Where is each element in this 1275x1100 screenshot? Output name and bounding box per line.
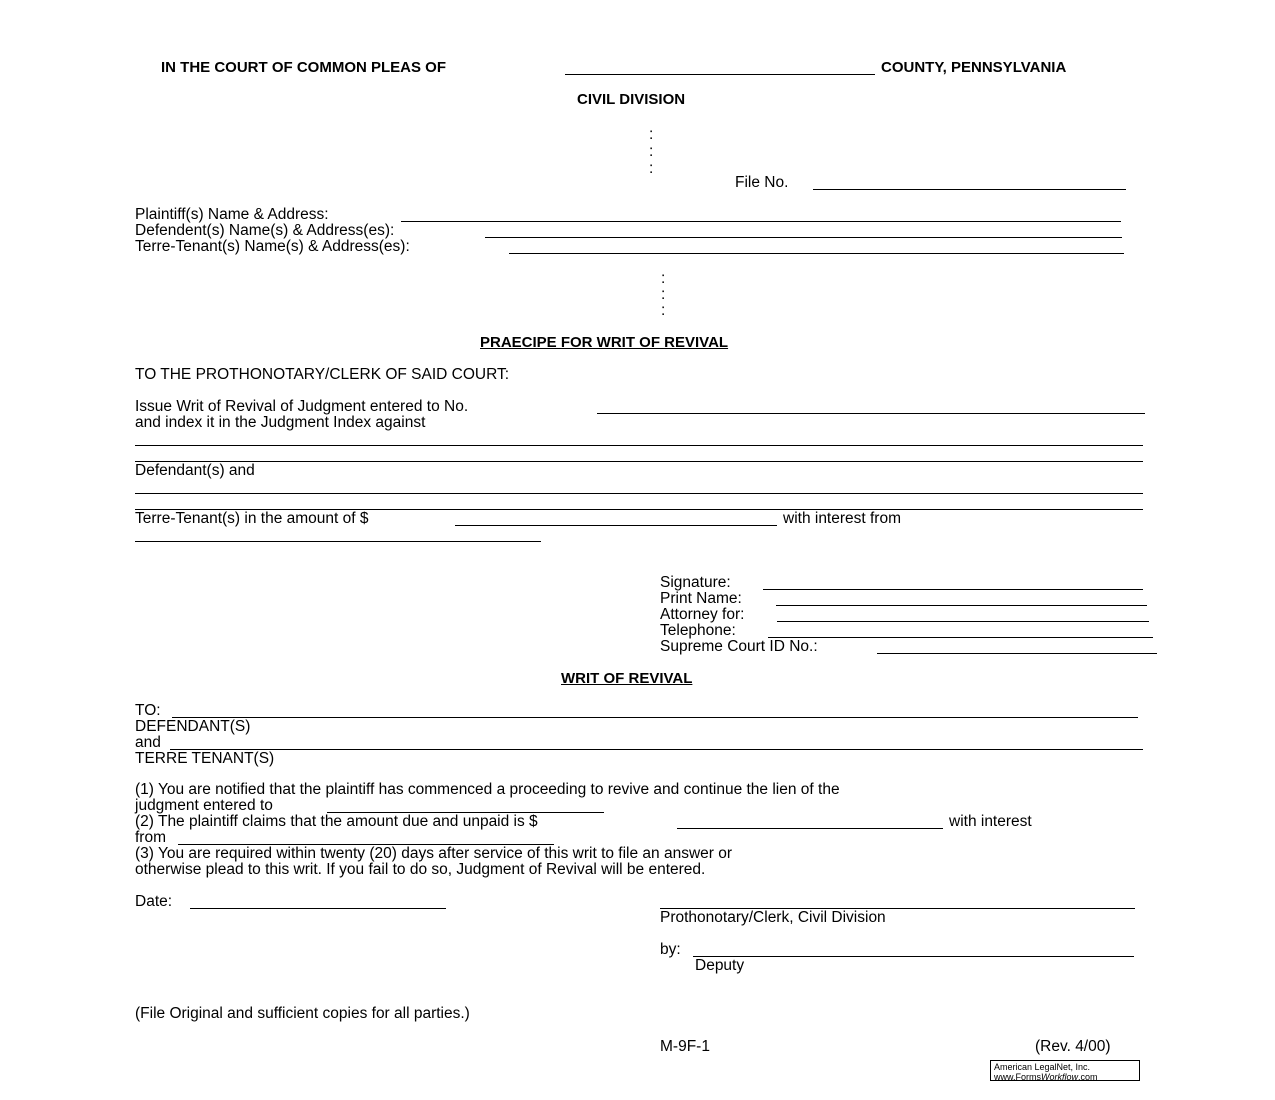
terre-blank-1[interactable] <box>135 493 1143 494</box>
defendants-and-label: Defendant(s) and <box>135 462 255 479</box>
file-no-blank[interactable] <box>813 189 1126 190</box>
index-line: and index it in the Judgment Index against <box>135 414 426 431</box>
terre-tenant-blank[interactable] <box>509 253 1124 254</box>
plaintiff-blank[interactable] <box>401 221 1121 222</box>
judgment-no-blank[interactable] <box>597 413 1145 414</box>
date-blank[interactable] <box>190 908 446 909</box>
file-no-label: File No. <box>735 174 789 191</box>
date-label: Date: <box>135 893 173 910</box>
signature-label: Signature: <box>660 574 731 591</box>
notice-3-line-a: (3) You are required within twenty (20) days after service of this writ to file an answer or <box>135 845 733 862</box>
terre-tenant-label: Terre-Tenant(s) Name(s) & Address(es): <box>135 238 410 255</box>
writ-to-blank[interactable] <box>172 717 1138 718</box>
copies-note: (File Original and sufficient copies for all parties.) <box>135 1005 470 1022</box>
interest-from-label: with interest from <box>783 510 902 527</box>
publisher-name: American LegalNet, Inc. <box>994 1062 1091 1072</box>
notice-2-from: from <box>135 829 166 846</box>
supreme-court-id-blank[interactable] <box>877 653 1157 654</box>
telephone-label: Telephone: <box>660 622 736 639</box>
signature-blank[interactable] <box>763 589 1143 590</box>
court-prefix: IN THE COURT OF COMMON PLEAS OF <box>161 59 446 76</box>
writ-terre-tenants-label: TERRE TENANT(S) <box>135 750 275 767</box>
writ-and-blank[interactable] <box>170 749 1143 750</box>
supreme-court-id-label: Supreme Court ID No.: <box>660 638 818 655</box>
praecipe-addressee: TO THE PROTHONOTARY/CLERK OF SAID COURT: <box>135 366 510 383</box>
form-number: M-9F-1 <box>660 1038 710 1055</box>
division-title: CIVIL DIVISION <box>577 91 686 108</box>
defendant-label: Defendent(s) Name(s) & Address(es): <box>135 222 395 239</box>
attorney-for-blank[interactable] <box>777 621 1149 622</box>
deputy-signature-blank[interactable] <box>693 956 1134 957</box>
attorney-for-label: Attorney for: <box>660 606 745 623</box>
interest-from-blank[interactable] <box>135 541 541 542</box>
notice-3-line-b: otherwise plead to this writ. If you fail to do so, Judgment of Revival will be entered. <box>135 861 706 878</box>
caption-colons-bottom: : : : <box>661 270 666 319</box>
notice-1-line-b: judgment entered to <box>135 797 273 814</box>
telephone-blank[interactable] <box>768 637 1153 638</box>
publisher-badge <box>990 1060 1140 1081</box>
court-suffix: COUNTY, PENNSYLVANIA <box>881 59 1067 76</box>
index-blank-2[interactable] <box>135 461 1143 462</box>
notice-2-interest: with interest <box>949 813 1032 830</box>
caption-colons-top: : : : <box>649 126 654 177</box>
by-label: by: <box>660 941 681 958</box>
issue-writ-line: Issue Writ of Revival of Judgment entered to No. <box>135 398 469 415</box>
writ-defendants-label: DEFENDANT(S) <box>135 718 251 735</box>
print-name-label: Print Name: <box>660 590 742 607</box>
publisher-url: www.FormsWorkflow.com <box>994 1072 1098 1082</box>
notice-2-line-a: (2) The plaintiff claims that the amount due and unpaid is $ <box>135 813 538 830</box>
revision-date: (Rev. 4/00) <box>1035 1038 1111 1055</box>
writ-title: WRIT OF REVIVAL <box>561 670 693 687</box>
county-blank[interactable] <box>565 74 875 75</box>
index-blank-1[interactable] <box>135 445 1143 446</box>
plaintiff-label: Plaintiff(s) Name & Address: <box>135 206 329 223</box>
writ-to-label: TO: <box>135 702 161 719</box>
deputy-label: Deputy <box>695 957 745 974</box>
defendant-blank[interactable] <box>485 237 1122 238</box>
print-name-blank[interactable] <box>776 605 1147 606</box>
writ-and-label: and <box>135 734 161 751</box>
amount-blank[interactable] <box>455 525 777 526</box>
terre-amount-label: Terre-Tenant(s) in the amount of $ <box>135 510 369 527</box>
praecipe-title: PRAECIPE FOR WRIT OF REVIVAL <box>480 334 729 351</box>
prothonotary-label: Prothonotary/Clerk, Civil Division <box>660 909 886 926</box>
notice-1-line-a: (1) You are notified that the plaintiff has commenced a proceeding to revive and continue the lien of the <box>135 781 840 798</box>
amount-due-blank[interactable] <box>677 828 943 829</box>
